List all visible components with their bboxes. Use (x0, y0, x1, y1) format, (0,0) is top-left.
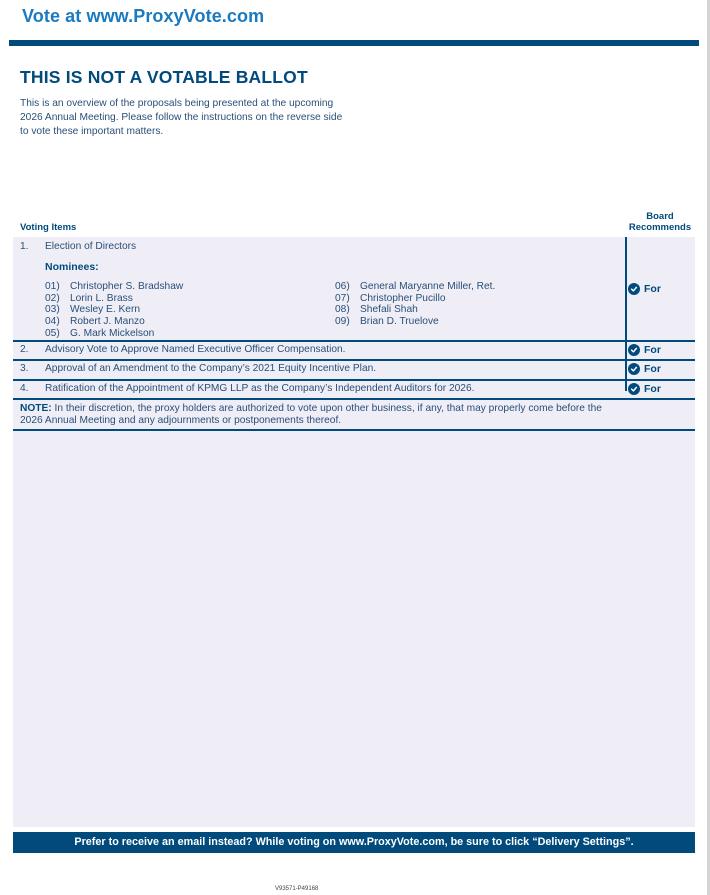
nominee-row: 08) Shefali Shah (335, 304, 418, 316)
check-circle-icon (628, 283, 640, 295)
check-circle-icon (628, 383, 640, 395)
page-title: THIS IS NOT A VOTABLE BALLOT (20, 67, 308, 87)
item-3-number: 3. (20, 363, 29, 374)
row-divider (13, 359, 695, 361)
nominee-row: 01) Christopher S. Bradshaw (45, 281, 184, 292)
item-1-number: 1. (20, 241, 29, 252)
item-1-text: Election of Directors (45, 241, 137, 252)
nominee-row: 03) Wesley E. Kern (45, 304, 141, 316)
nominee-row: 07) Christopher Pucillo (335, 292, 446, 304)
item-2-number: 2. (20, 344, 29, 355)
item-4-text: Ratification of the Appointment of KPMG LLP as the Company’s Independent Auditors for 2026. (45, 383, 475, 394)
row-divider (13, 398, 695, 400)
item-2-recommendation: For (628, 344, 661, 356)
document-code: V93571-P49168 (275, 886, 319, 892)
nominee-row: 04) Robert J. Manzo (45, 316, 145, 328)
item-3-recommendation: For (628, 363, 661, 375)
row-divider (13, 340, 695, 342)
note-label: NOTE: (20, 403, 52, 414)
item-3-text: Approval of an Amendment to the Company’s 2021 Equity Incentive Plan. (45, 363, 377, 374)
nominees-column-left (45, 281, 183, 340)
note-text (20, 403, 620, 426)
item-4-number: 4. (20, 383, 29, 394)
recommend-column-divider (625, 237, 627, 391)
item-4-recommendation: For (628, 383, 661, 395)
board-header-line2: Recommends (628, 222, 692, 233)
nominee-row: 06) General Maryanne Miller, Ret. (335, 281, 496, 292)
nominee-row: 05) G. Mark Mickelson (45, 327, 155, 339)
item-1-recommendation: For (628, 283, 661, 295)
nominees-column-right (335, 281, 495, 328)
email-delivery-banner: Prefer to receive an email instead? While voting on www.ProxyVote.com, be sure to click “Delivery Settings”. (13, 832, 695, 853)
row-divider (13, 379, 695, 381)
nominee-row: 02) Lorin L. Brass (45, 292, 133, 304)
header-rule (9, 40, 699, 46)
nominee-row: 09) Brian D. Truelove (335, 316, 439, 328)
check-circle-icon (628, 363, 640, 375)
site-url-heading: Vote at www.ProxyVote.com (22, 6, 265, 26)
check-circle-icon (628, 344, 640, 356)
board-header-line1: Board (646, 211, 674, 222)
note-body: In their discretion, the proxy holders are authorized to vote upon other business, if any, that may properly come before the 2026 Annual Meeting and any adjournments or postponements thereof. (20, 403, 602, 426)
item-2-text: Advisory Vote to Approve Named Executive Officer Compensation. (45, 344, 346, 355)
column-header-board-recommends (624, 211, 696, 233)
nominees-label: Nominees: (45, 261, 99, 273)
intro-text: This is an overview of the proposals being presented at the upcoming 2026 Annual Meeting. Please follow the instructions on the reverse side to vote these important matters. (20, 98, 343, 137)
column-header-voting-items: Voting Items (20, 222, 77, 233)
row-divider (13, 429, 695, 431)
